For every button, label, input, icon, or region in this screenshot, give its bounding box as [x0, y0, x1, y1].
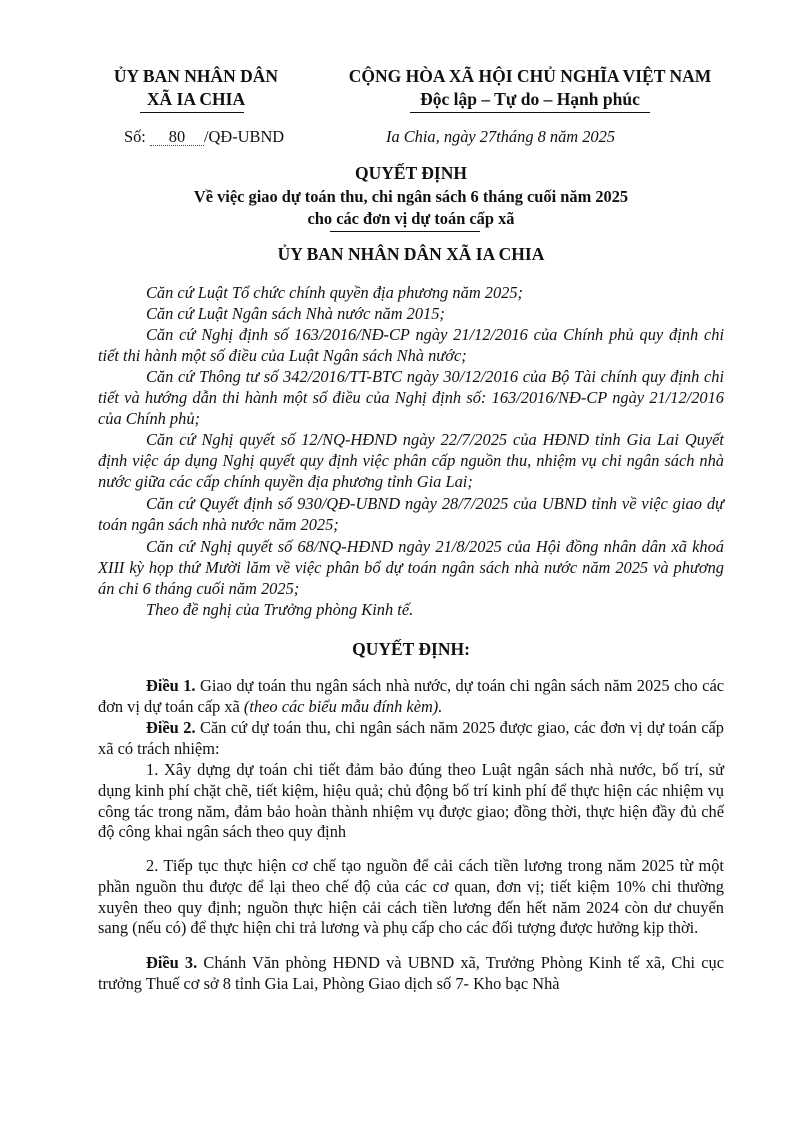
decision-title: QUYẾT ĐỊNH [355, 163, 467, 183]
authority-name: ỦY BAN NHÂN DÂN XÃ IA CHIA [277, 244, 545, 264]
date-prefix: Ia Chia, ngày [386, 127, 480, 146]
national-title: CỘNG HÒA XÃ HỘI CHỦ NGHĨA VIỆT NAM [348, 66, 712, 86]
legal-basis-1: Căn cứ Luật Tổ chức chính quyền địa phương năm 2025; [146, 283, 524, 302]
date-day: 27 [479, 127, 497, 146]
decision-subject-line1: Về việc giao dự toán thu, chi ngân sách 6 tháng cuối năm 2025 [193, 187, 629, 206]
article-1-note: (theo các biểu mẫu đính kèm). [243, 696, 443, 716]
date-suffix: tháng 8 năm 2025 [496, 127, 616, 146]
issuer-commune: XÃ IA CHIA [146, 89, 246, 109]
article-2-text: Căn cứ dự toán thu, chi ngân sách năm 2025 được giao, các đơn vị dự toán cấp xã có trách nhiệm: [98, 718, 724, 758]
article-1-text: Giao dự toán thu ngân sách nhà nước, dự toán chi ngân sách năm 2025 cho các đơn vị dự toán cấp xã [98, 676, 724, 716]
article-2-label: Điều 2. [146, 718, 196, 737]
article-2-item-1: 1. Xây dựng dự toán chi tiết đảm bảo đúng theo Luật ngân sách nhà nước, bố trí, sử dụng kinh phí chặt chẽ, tiết kiệm, hiệu quả; chủ động bố trí kinh phí để thực hiện các nhiệm vụ công tác trong năm, đảm bảo hoàn thành nhiệm vụ được giao; đồng thời, thực hiện đầy đủ chế độ công khai ngân sách theo quy định [98, 760, 724, 842]
document-number [124, 127, 284, 147]
legal-basis-5: Căn cứ Nghị quyết số 12/NQ-HĐND ngày 22/7/2025 của HĐND tỉnh Gia Lai Quyết định việc áp dụng Nghị quyết quy định việc phân cấp nguồn thu, nhiệm vụ chi ngân sách nhà nước giữa các cấp chính quyền địa phương tỉnh Gia Lai; [98, 430, 724, 491]
motto-underline [410, 112, 650, 113]
article-2 [98, 718, 724, 760]
issuer-name: ỦY BAN NHÂN DÂN [113, 66, 279, 86]
article-2-item-2: 2. Tiếp tục thực hiện cơ chế tạo nguồn để cải cách tiền lương trong năm 2025 từ một phần nguồn thu được để lại theo chế độ của các cơ quan, đơn vị; tiết kiệm 10% chi thường xuyên theo quy định; nguồn thực hiện cải cách tiền lương đến hết năm 2024 còn dư chuyển sang (nếu có) để thực hiện chi trả lương và phụ cấp cho các đối tượng được hưởng kịp thời. [98, 856, 724, 938]
document-date [386, 127, 615, 147]
article-1 [98, 676, 724, 718]
number-value: 80 [150, 129, 204, 146]
decision-subject-line2: cho các đơn vị dự toán cấp xã [307, 209, 515, 228]
article-1-label: Điều 1. [146, 676, 196, 695]
proposal-basis: Theo đề nghị của Trưởng phòng Kinh tế. [146, 600, 414, 619]
issuer-underline [140, 112, 244, 113]
article-3-label: Điều 3. [146, 953, 198, 972]
number-suffix: /QĐ-UBND [203, 127, 285, 146]
legal-basis-7: Căn cứ Nghị quyết số 68/NQ-HĐND ngày 21/8/2025 của Hội đồng nhân dân xã khoá XIII kỳ họp thứ Mười lăm về việc phân bổ dự toán ngân sách nhà nước năm 2025 và phương án chi 6 tháng cuối năm 2025; [98, 537, 724, 598]
legal-basis-2: Căn cứ Luật Ngân sách Nhà nước năm 2015; [146, 304, 445, 323]
number-prefix: Số: [124, 127, 146, 146]
subject-underline [330, 231, 480, 232]
article-3-text: Chánh Văn phòng HĐND và UBND xã, Trưởng Phòng Kinh tế xã, Chi cục trưởng Thuế cơ sở 8 tỉnh Gia Lai, Phòng Giao dịch số 7- Kho bạc Nhà [98, 953, 724, 993]
article-3 [98, 953, 724, 995]
decision-heading: QUYẾT ĐỊNH: [352, 639, 470, 659]
legal-basis-4: Căn cứ Thông tư số 342/2016/TT-BTC ngày 30/12/2016 của Bộ Tài chính quy định chi tiết và hướng dẫn thi hành một số điều của Nghị định số: 163/2016/NĐ-CP ngày 21/12/2016 của Chính phủ; [98, 367, 724, 428]
legal-basis-6: Căn cứ Quyết định số 930/QĐ-UBND ngày 28/7/2025 của UBND tỉnh về việc giao dự toán ngân sách nhà nước năm 2025; [98, 494, 724, 534]
legal-basis-3: Căn cứ Nghị định số 163/2016/NĐ-CP ngày 21/12/2016 của Chính phủ quy định chi tiết thi hành một số điều của Luật Ngân sách Nhà nước; [98, 325, 724, 365]
national-motto: Độc lập – Tự do – Hạnh phúc [420, 89, 640, 109]
